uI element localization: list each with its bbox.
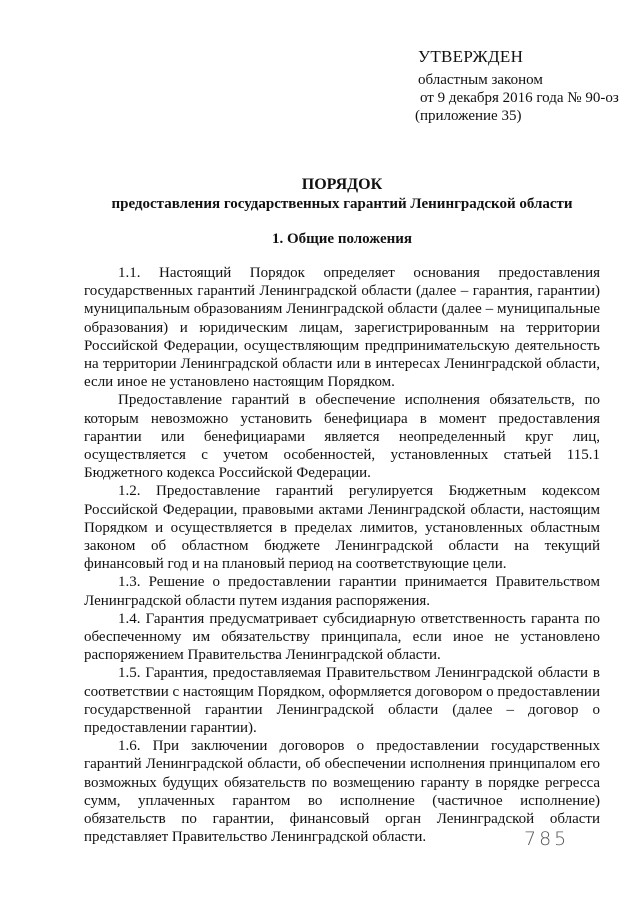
- paragraph-1-4: 1.4. Гарантия предусматривает субсидиарную ответственность гаранта по обеспеченному им обязательству принципала, если иное не установлено распоряжением Правительства Ленинградской области.: [84, 610, 600, 664]
- page-number-stamp: 785: [524, 828, 570, 850]
- paragraph-1-6: 1.6. При заключении договоров о предоставлении государственных гарантий Ленинградской области, об обеспечении исполнения принципалом его возможных будущих обязательств по возмещению гаранту в порядке регресса сумм, уплаченных гарантом во исполнение (частичное исполнение) обязательств по гарантии, финансовый орган Ленинградской области представляет Правительство Ленинградской области.: [84, 738, 600, 846]
- paragraph-1-1-cont: Предоставление гарантий в обеспечение исполнения обязательств, по которым невозможно установить бенефициара в момент предоставления гарантии или бенефициарами является неопределенный круг лиц, осуществляется с учетом особенностей, установленных статьей 115.1 Бюджетного кодекса Российской Федерации.: [84, 392, 600, 482]
- approval-block: [415, 47, 633, 125]
- paragraph-1-1: 1.1. Настоящий Порядок определяет основания предоставления государственных гарантий Ленинградской области (далее – гарантия, гарантии) муниципальным образованиям Ленинградской области (далее – муниципальные образования) и юридическим лицам, зарегистрированным на территории Российской Федерации, осуществляющим предпринимательскую деятельность на территории Ленинградской области или в интересах Ленинградской области, если иное не установлено настоящим Порядком.: [84, 265, 600, 391]
- approval-title: УТВЕРЖДЕН: [418, 47, 524, 66]
- paragraph-1-3: 1.3. Решение о предоставлении гарантии принимается Правительством Ленинградской области путем издания распоряжения.: [84, 574, 600, 609]
- approval-date-line: от 9 декабря 2016 года № 90-оз: [420, 90, 619, 106]
- paragraph-1-5: 1.5. Гарантия, предоставляемая Правительством Ленинградской области в соответствии с настоящим Порядком, оформляется договором о предоставлении государственной гарантии Ленинградской области (далее – договор о предоставлении гарантии).: [84, 665, 600, 737]
- approval-law-line: областным законом: [418, 72, 543, 88]
- section-heading: 1. Общие положения: [271, 231, 413, 247]
- document-body: [84, 264, 600, 847]
- paragraph-1-2: 1.2. Предоставление гарантий регулируется Бюджетным кодексом Российской Федерации, правовыми актами Ленинградской области, настоящим Порядком и осуществляется в пределах лимитов, установленных областным законом об областном бюджете Ленинградской области на текущий финансовый год и на плановый период на соответствующие цели.: [84, 483, 600, 573]
- approval-appendix-line: (приложение 35): [415, 108, 522, 124]
- document-subtitle: предоставления государственных гарантий Ленинградской области: [111, 196, 573, 212]
- document-title: ПОРЯДОК: [301, 176, 383, 193]
